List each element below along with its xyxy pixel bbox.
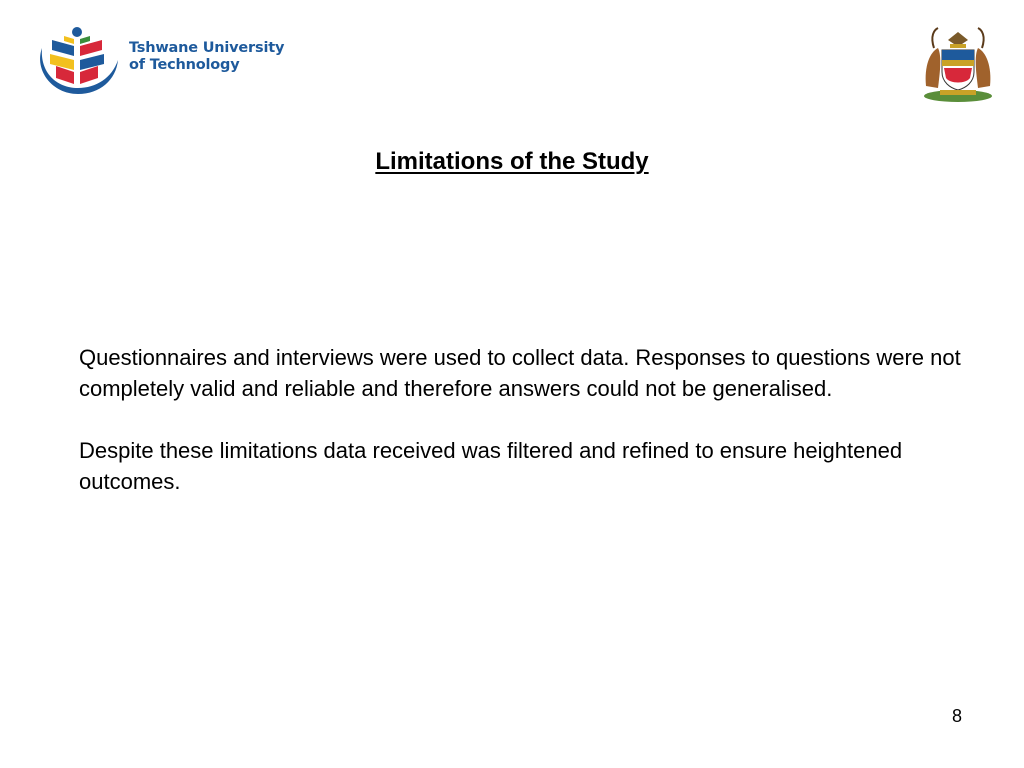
coat-of-arms [922,26,994,104]
slide-body [79,342,969,528]
paragraph-despite-limitations: Despite these limitations data received was filtered and refined to ensure heightened outcomes. [79,438,903,494]
university-name-line1: Tshwane University [129,40,285,56]
tut-emblem-icon [34,26,124,96]
coat-of-arms-icon [922,26,994,104]
university-name-line2: of Technology [129,57,240,73]
slide-title: Limitations of the Study [375,148,649,175]
paragraph-data-collection: Questionnaires and interviews were used to collect data. Responses to questions were not completely valid and reliable and therefore answers could not be generalised. [79,345,961,401]
tut-logo [34,26,304,96]
university-name [129,40,284,74]
page-number: 8 [951,706,962,726]
